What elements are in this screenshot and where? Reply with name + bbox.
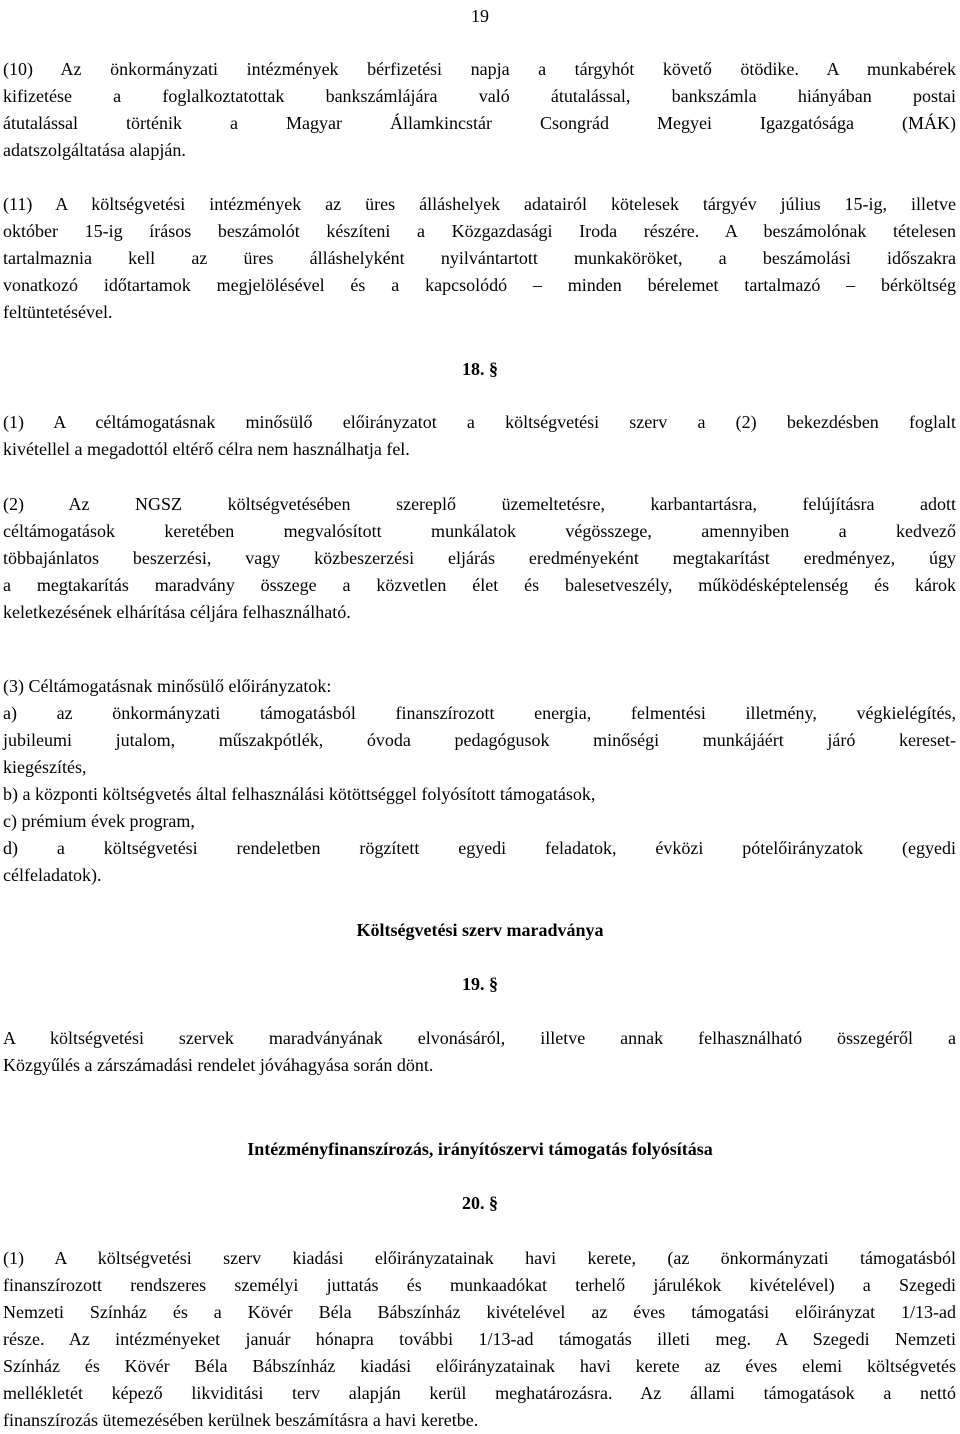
text-line: október 15-ig írásos beszámolót készíteni a Közgazdasági Iroda részére. A beszámolónak tételesen xyxy=(3,221,956,241)
text-line: átutalással történik a Magyar Államkincstár Csongrád Megyei Igazgatósága (MÁK) xyxy=(3,113,956,133)
text-line: mellékletét képező likviditási terv alapján kerül meghatározásra. Az állami támogatások a nettó xyxy=(3,1383,956,1403)
section-19-heading: 19. § xyxy=(462,974,498,994)
list-item-d: célfeladatok). xyxy=(3,865,102,885)
text-line: (1) A céltámogatásnak minősülő előirányzatot a költségvetési szerv a (2) bekezdésben foglalt xyxy=(3,412,956,432)
section-18-paragraph-3 xyxy=(3,673,956,889)
text-line: adatszolgáltatása alapján. xyxy=(3,140,186,160)
text-line: (10) Az önkormányzati intézmények bérfizetési napja a tárgyhót követő ötödike. A munkabérek xyxy=(3,59,956,79)
text-line: feltüntetésével. xyxy=(3,302,113,322)
text-line: (11) A költségvetési intézmények az üres álláshelyek adatairól kötelesek tárgyév július 15-ig, illetve xyxy=(3,194,956,214)
list-item-a: a) az önkormányzati támogatásból finanszírozott energia, felmentési illetmény, végkielégítés, xyxy=(3,703,956,723)
text-line: kifizetése a foglalkoztatottak bankszámlájára való átutalással, bankszámla hiányában postai xyxy=(3,86,956,106)
text-line: része. Az intézményeket január hónapra további 1/13-ad támogatás illeti meg. A Szegedi Nemzeti xyxy=(3,1329,956,1349)
text-line: finanszírozás ütemezésében kerülnek beszámításra a havi keretbe. xyxy=(3,1410,479,1430)
list-item-a: jubileumi jutalom, műszakpótlék, óvoda pedagógusok minőségi munkájáért járó kereset- xyxy=(3,730,956,750)
text-line: tartalmaznia kell az üres álláshelyként nyilvántartott munkaköröket, a beszámolási időszakra xyxy=(3,248,956,268)
paragraph-11 xyxy=(3,191,956,326)
text-line: keletkezésének elhárítása céljára felhasználható. xyxy=(3,602,351,622)
text-line: finanszírozott rendszeres személyi juttatás és munkaadókat terhelő járulékok kivételével) a Szegedi xyxy=(3,1275,956,1295)
section-20-paragraph-1 xyxy=(3,1245,956,1434)
text-line: a megtakarítás maradvány összege a közvetlen élet és balesetveszély, működésképtelenség és károk xyxy=(3,575,956,595)
section-18-paragraph-2 xyxy=(3,491,956,626)
text-line: (1) A költségvetési szerv kiadási előirányzatainak havi kerete, (az önkormányzati támogatásból xyxy=(3,1248,956,1268)
section-heading-maradvany: Költségvetési szerv maradványa xyxy=(356,920,604,940)
text-line: vonatkozó időtartamok megjelölésével és a kapcsolódó – minden bérelemet tartalmazó – bérköltség xyxy=(3,275,956,295)
text-line: A költségvetési szervek maradványának elvonásáról, illetve annak felhasználható összegéről a xyxy=(3,1028,956,1048)
section-18-paragraph-1 xyxy=(3,409,956,463)
text-line: kivétellel a megadottól eltérő célra nem használhatja fel. xyxy=(3,439,410,459)
list-item-a: kiegészítés, xyxy=(3,757,87,777)
list-title: (3) Céltámogatásnak minősülő előirányzatok: xyxy=(3,676,332,696)
section-19-paragraph xyxy=(3,1025,956,1079)
list-item-d: d) a költségvetési rendeletben rögzített egyedi feladatok, évközi pótelőirányzatok (egyedi xyxy=(3,838,956,858)
paragraph-10 xyxy=(3,56,956,164)
section-heading-intezmenyfinanszirozas: Intézményfinanszírozás, irányítószervi támogatás folyósítása xyxy=(247,1139,713,1159)
section-18-heading: 18. § xyxy=(462,359,498,379)
text-line: (2) Az NGSZ költségvetésében szereplő üzemeltetésre, karbantartásra, felújításra adott xyxy=(3,494,956,514)
text-line: céltámogatások keretében megvalósított munkálatok végösszege, amennyiben a kedvező xyxy=(3,521,956,541)
text-line: Nemzeti Színház és a Kövér Béla Bábszínház kivételével az éves támogatási előirányzat 1/13-ad xyxy=(3,1302,956,1322)
section-20-heading: 20. § xyxy=(462,1193,498,1213)
text-line: Közgyűlés a zárszámadási rendelet jóváhagyása során dönt. xyxy=(3,1055,434,1075)
text-line: Színház és Kövér Béla Bábszínház kiadási előirányzatainak havi kerete az éves elemi költségvetés xyxy=(3,1356,956,1376)
list-item-c: c) prémium évek program, xyxy=(3,811,195,831)
list-item-b: b) a központi költségvetés által felhasználási kötöttséggel folyósított támogatások, xyxy=(3,784,596,804)
page-number: 19 xyxy=(471,6,489,26)
text-line: többajánlatos beszerzési, vagy közbeszerzési eljárás eredményeként megtakarítást eredményez, úgy xyxy=(3,548,956,568)
